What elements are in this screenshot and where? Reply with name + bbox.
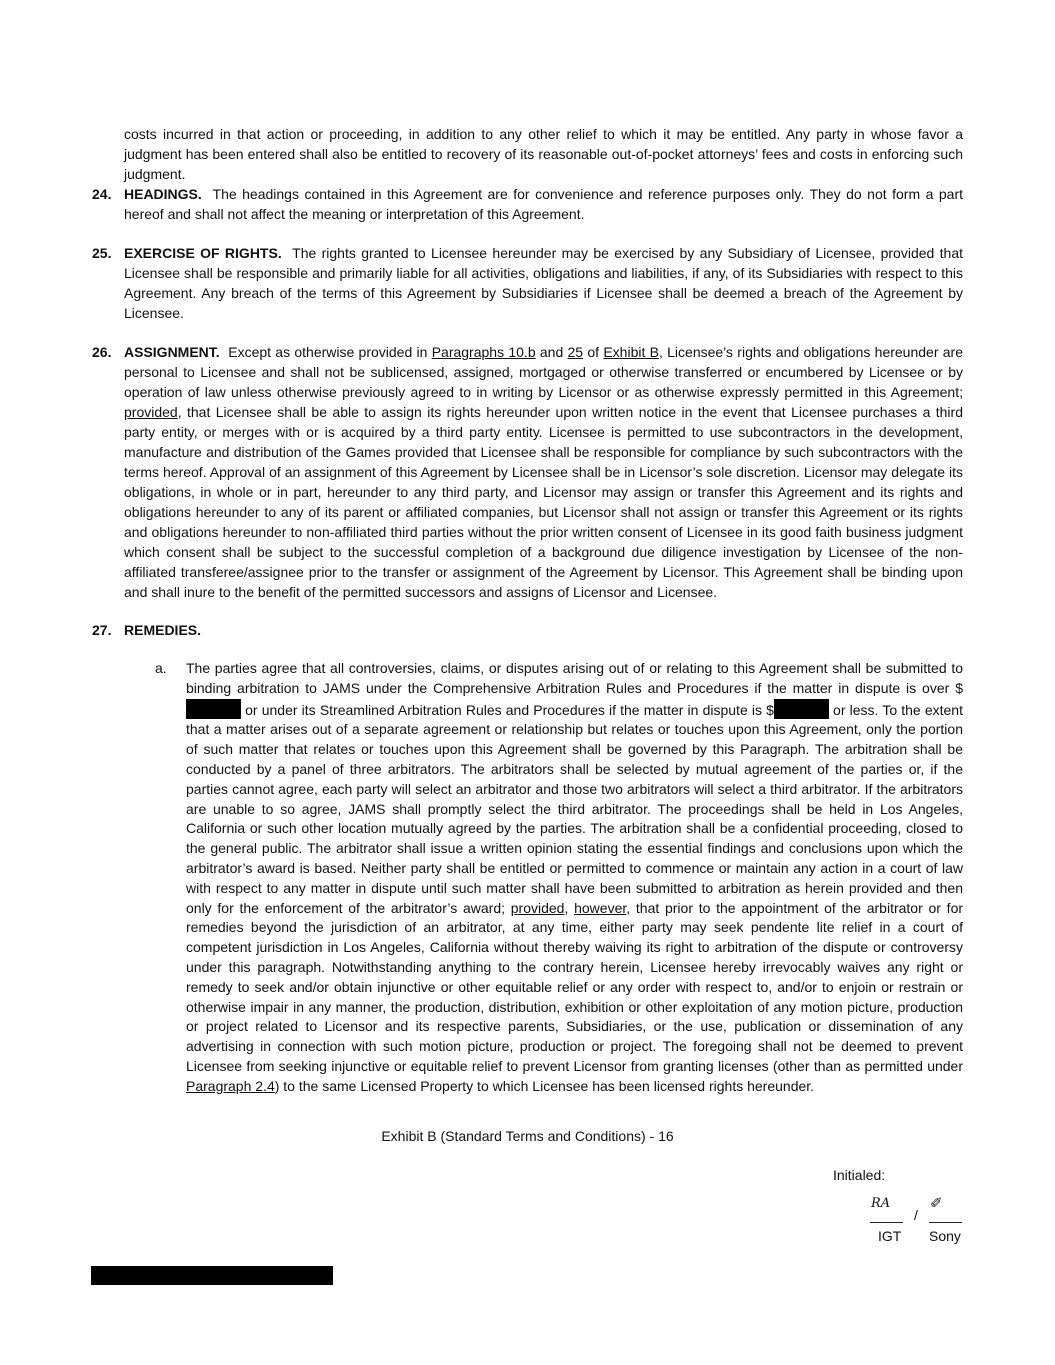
- exhibit-reference-link: Exhibit B: [603, 344, 659, 360]
- paragraph-number: 27.: [92, 622, 112, 638]
- underlined-term: however: [574, 899, 627, 916]
- paragraph-27: [92, 620, 963, 640]
- text-run: of: [583, 344, 604, 360]
- paragraph-reference-link: 25: [567, 344, 584, 360]
- paragraph-24: [92, 184, 963, 224]
- paragraph-heading: HEADINGS.: [124, 186, 202, 202]
- paragraph-heading: EXERCISE OF RIGHTS.: [124, 245, 282, 261]
- paragraph-heading: REMEDIES.: [124, 622, 202, 638]
- paragraph-heading: ASSIGNMENT.: [124, 344, 220, 360]
- sony-initials-signature: ✐: [930, 1194, 943, 1212]
- paragraph-text: The headings contained in this Agreement are for convenience and reference purposes only. They do not form a part hereof and shall not affect the meaning or interpretation of this Agreement.: [124, 186, 963, 222]
- igt-initials-line: [870, 1222, 903, 1223]
- redaction-box: [186, 699, 241, 719]
- paragraph-body: [124, 620, 963, 640]
- igt-label: IGT: [878, 1228, 902, 1244]
- page-footer: Exhibit B (Standard Terms and Conditions) - 16: [381, 1128, 674, 1144]
- text-run: , Licensee’s rights and obligations hereunder are personal to Licensee and shall not be sublicensed, assigned, mortgaged or otherwise transferred or encumbered by Licensee or by operation of law unless otherwise previously agreed to in writing by Licensor or as otherwise expressly permitted in this Agreement;: [124, 344, 963, 400]
- dollar-sign: $: [766, 701, 774, 718]
- underlined-term: provided: [510, 899, 565, 916]
- text-run: ,: [564, 899, 575, 916]
- paragraph-25: [92, 243, 963, 323]
- paragraph-text: The rights granted to Licensee hereunder may be exercised by any Subsidiary of Licensee, provided that Licensee shall be responsible and primarily liable for all activities, obligations and liabilities, if any, of its Subsidiaries with respect to this Agreement. Any breach of the terms of this Agreement by Subsidiaries if Licensee shall be deemed a breach of the Agreement by Licensee.: [124, 245, 963, 321]
- paragraph-body: [124, 342, 963, 602]
- sony-initials-line: [929, 1222, 962, 1223]
- paragraph-reference-link: Paragraphs 10.b: [431, 344, 536, 360]
- text-run: or less. To the extent that a matter arises out of a separate agreement or relationship but relates or touches upon this Agreement, only the portion of such matter that relates or touches upon this Agreement shall be governed by this Paragraph. The arbitration shall be conducted by a panel of three arbitrators. The arbitrators shall be selected by mutual agreement of the parties or, if the parties cannot agree, each party will select an arbitrator and those two arbitrators will select a third arbitrator. If the arbitrators are unable to so agree, JAMS shall promptly select the third arbitrator. The proceedings shall be held in Los Angeles, California or such other location mutually agreed by the parties. The arbitration shall be a confidential proceeding, closed to the general public. The arbitrator shall issue a written opinion stating the essential findings and conclusions upon which the arbitrator’s award is based. Neither party shall be entitled or permitted to commence or maintain any action in a court of law with respect to any matter in dispute until such matter shall have been submitted to arbitration as herein provided and then only for the enforcement of the arbitrator’s award;: [186, 701, 963, 916]
- subparagraph-body: [186, 659, 963, 1097]
- text-run: and: [535, 344, 568, 360]
- subparagraph-27a: [155, 659, 963, 1097]
- igt-initials-signature: RA: [871, 1196, 891, 1211]
- paragraph-number: 25.: [92, 245, 112, 261]
- subparagraph-letter: a.: [155, 660, 167, 676]
- dollar-sign: $: [955, 679, 963, 696]
- paragraph-26: [92, 342, 963, 602]
- initialed-label: Initialed:: [833, 1167, 886, 1183]
- sony-label: Sony: [929, 1228, 961, 1244]
- text-run: , that Licensee shall be able to assign its rights hereunder upon written notice in the event that Licensee purchases a third party entity, or merges with or is acquired by a third party entity. Licensee is permitted to use subcontractors in the development, manufacture and distribution of the Games provided that Licensee shall be responsible for compliance by such subcontractors with the terms hereof. Approval of an assignment of this Agreement by Licensee shall be in Licensor’s sole discretion. Licensor may delegate its obligations, in whole or in part, hereunder to any third party, and Licensor may assign or transfer this Agreement and its rights and obligations hereunder to any of its parent or affiliated companies, but Licensor shall not assign or transfer this Agreement or its rights and obligations hereunder to non-affiliated third parties without the prior written consent of Licensee in its good faith business judgment which consent shall be subject to the successful completion of a background due diligence investigation by Licensee of the non-affiliated transferee/assignee prior to the transfer or assignment of the Agreement by Licensor. This Agreement shall be binding upon and shall inure to the benefit of the permitted successors and assigns of Licensor and Licensee.: [124, 404, 963, 600]
- initials-separator: /: [914, 1207, 918, 1223]
- text-run: The parties agree that all controversies, claims, or disputes arising out of or relating to this Agreement shall be submitted to binding arbitration to JAMS under the Comprehensive Arbitration Rules and Procedures if the matter in dispute is over: [186, 660, 963, 696]
- paragraph-body: [124, 243, 963, 323]
- paragraph-reference-link: Paragraph 2.4: [186, 1077, 275, 1094]
- redaction-bar: [91, 1266, 333, 1285]
- paragraph-number: 24.: [92, 186, 112, 202]
- text-run: , that prior to the appointment of the arbitrator or for remedies beyond the jurisdiction of an arbitrator, at any time, either party may seek pendente lite relief in a court of competent jurisdiction in Los Angeles, California without thereby waiving its right to arbitration of the dispute or controversy under this paragraph. Notwithstanding anything to the contrary herein, Licensee hereby irrevocably waives any right or remedy to seek and/or obtain injunctive or other equitable relief or any order with respect to, and/or to enjoin or restrain or otherwise impair in any manner, the production, distribution, exhibition or other exploitation of any motion picture, production or project related to Licensor and its respective parents, Subsidiaries, or the use, publication or dissemination of any advertising in connection with such motion picture, production or project. The foregoing shall not be deemed to prevent Licensee from seeking injunctive or equitable relief to prevent Licensor from granting licenses (other than as permitted under: [186, 899, 964, 1074]
- text-run: or under its Streamlined Arbitration Rules and Procedures if the matter in dispute is: [241, 701, 767, 718]
- redaction-box: [774, 699, 829, 719]
- text-run: ) to the same Licensed Property to which Licensee has been licensed rights hereunder.: [274, 1077, 815, 1094]
- paragraph-number: 26.: [92, 344, 112, 360]
- paragraph-body: [124, 184, 963, 224]
- text-run: Except as otherwise provided in: [228, 344, 432, 360]
- continuation-paragraph: costs incurred in that action or proceeding, in addition to any other relief to which it may be entitled. Any party in whose favor a judgment has been entered shall also be entitled to recovery of its reasonable out-of-pocket attorneys’ fees and costs in enforcing such judgment.: [124, 126, 963, 182]
- underlined-term: provided: [124, 404, 178, 420]
